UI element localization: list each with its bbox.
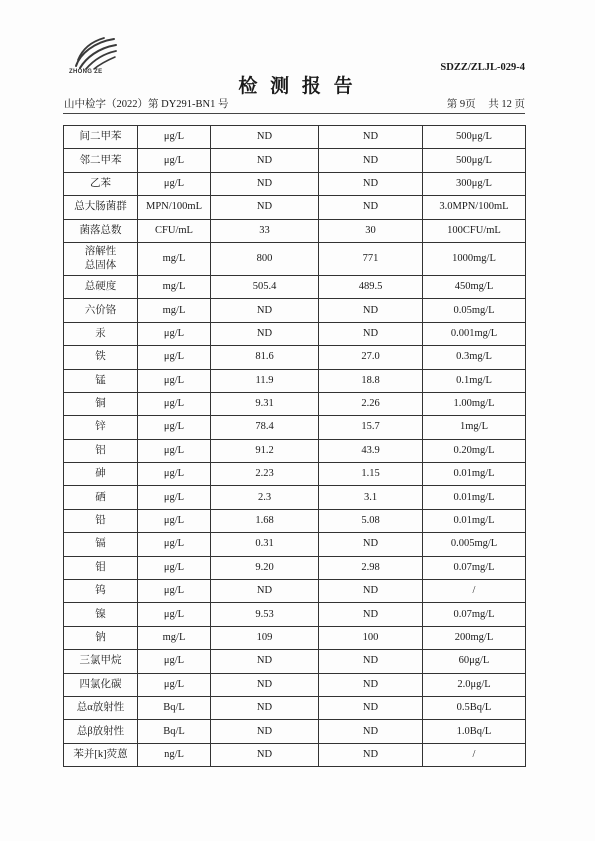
limit-cell: 0.01mg/L [423,509,526,532]
item-cell: 四氯化碳 [64,673,138,696]
result-1-cell: 9.31 [211,392,319,415]
result-2-cell: 27.0 [319,346,423,369]
limit-cell: 0.01mg/L [423,486,526,509]
result-1-cell: 505.4 [211,275,319,298]
result-1-cell: ND [211,299,319,322]
table-row [64,126,526,149]
unit-cell: mg/L [138,626,211,649]
result-2-cell: ND [319,673,423,696]
unit-cell: μg/L [138,556,211,579]
limit-cell: 200mg/L [423,626,526,649]
unit-cell: μg/L [138,673,211,696]
result-1-cell: 33 [211,219,319,242]
item-cell: 砷 [64,463,138,486]
item-cell: 总大肠菌群 [64,196,138,219]
total-pages: 共 12 页 [488,99,525,110]
item-cell: 钨 [64,580,138,603]
unit-cell: ng/L [138,743,211,766]
result-1-cell: 78.4 [211,416,319,439]
table-row [64,439,526,462]
result-1-cell: ND [211,149,319,172]
unit-cell: μg/L [138,126,211,149]
limit-cell: / [423,743,526,766]
header-divider [63,113,525,114]
item-cell: 六价铬 [64,299,138,322]
result-1-cell: 11.9 [211,369,319,392]
result-2-cell: 3.1 [319,486,423,509]
limit-cell: / [423,580,526,603]
logo-text: ZHONG ZE [69,69,103,75]
table-row [64,673,526,696]
table-row [64,533,526,556]
unit-cell: mg/L [138,299,211,322]
item-cell: 硒 [64,486,138,509]
item-cell: 菌落总数 [64,219,138,242]
limit-cell: 60μg/L [423,650,526,673]
table-row [64,322,526,345]
result-2-cell: 771 [319,242,423,275]
item-cell: 钼 [64,556,138,579]
table-row [64,580,526,603]
table-row [64,486,526,509]
table-row [64,743,526,766]
item-cell: 汞 [64,322,138,345]
result-1-cell: ND [211,580,319,603]
table-row [64,556,526,579]
result-2-cell: 489.5 [319,275,423,298]
table-row [64,626,526,649]
table-row [64,172,526,195]
table-row [64,219,526,242]
item-cell: 乙苯 [64,172,138,195]
result-2-cell: 30 [319,219,423,242]
result-2-cell: 15.7 [319,416,423,439]
result-2-cell: ND [319,196,423,219]
unit-cell: μg/L [138,463,211,486]
unit-cell: mg/L [138,242,211,275]
limit-cell: 100CFU/mL [423,219,526,242]
result-2-cell: 2.98 [319,556,423,579]
unit-cell: μg/L [138,650,211,673]
limit-cell: 0.005mg/L [423,533,526,556]
table-row [64,650,526,673]
item-cell: 铜 [64,392,138,415]
result-1-cell: ND [211,673,319,696]
result-1-cell: 9.20 [211,556,319,579]
table-row [64,509,526,532]
unit-cell: MPN/100mL [138,196,211,219]
item-cell: 溶解性 总固体 [64,242,138,275]
result-2-cell: ND [319,172,423,195]
result-2-cell: 100 [319,626,423,649]
result-1-cell: ND [211,322,319,345]
result-1-cell: ND [211,696,319,719]
limit-cell: 0.5Bq/L [423,696,526,719]
unit-cell: μg/L [138,509,211,532]
result-2-cell: ND [319,149,423,172]
item-cell: 三氯甲烷 [64,650,138,673]
limit-cell: 1.00mg/L [423,392,526,415]
item-cell: 锌 [64,416,138,439]
result-1-cell: 109 [211,626,319,649]
page-info [447,99,525,111]
item-cell: 镉 [64,533,138,556]
item-cell: 铝 [64,439,138,462]
page-number: 第 9页 [446,99,476,110]
result-2-cell: ND [319,743,423,766]
item-cell: 镍 [64,603,138,626]
result-1-cell: 800 [211,242,319,275]
limit-cell: 1000mg/L [423,242,526,275]
results-table-body [64,126,526,767]
item-cell: 总α放射性 [64,696,138,719]
unit-cell: μg/L [138,416,211,439]
report-number: 山中检字（2022）第 DY291-BN1 号 [64,99,229,110]
table-row [64,299,526,322]
limit-cell: 300μg/L [423,172,526,195]
unit-cell: μg/L [138,346,211,369]
result-2-cell: ND [319,322,423,345]
limit-cell: 0.07mg/L [423,603,526,626]
result-1-cell: ND [211,720,319,743]
result-2-cell: 2.26 [319,392,423,415]
document-code: SDZZ/ZLJL-029-4 [440,62,525,73]
result-1-cell: 91.2 [211,439,319,462]
item-cell: 苯并[k]荧蒽 [64,743,138,766]
result-1-cell: ND [211,172,319,195]
unit-cell: μg/L [138,439,211,462]
result-2-cell: ND [319,580,423,603]
unit-cell: μg/L [138,149,211,172]
result-1-cell: 2.3 [211,486,319,509]
table-row [64,696,526,719]
results-table [63,125,526,767]
item-cell: 总硬度 [64,275,138,298]
company-logo-icon [70,36,120,70]
limit-cell: 0.01mg/L [423,463,526,486]
limit-cell: 1.0Bq/L [423,720,526,743]
result-1-cell: ND [211,650,319,673]
unit-cell: μg/L [138,369,211,392]
result-2-cell: 1.15 [319,463,423,486]
result-2-cell: 43.9 [319,439,423,462]
table-row [64,275,526,298]
unit-cell: μg/L [138,580,211,603]
limit-cell: 0.20mg/L [423,439,526,462]
result-1-cell: 2.23 [211,463,319,486]
table-row [64,346,526,369]
page-title: 检 测 报 告 [238,76,357,97]
result-2-cell: ND [319,650,423,673]
result-2-cell: 18.8 [319,369,423,392]
result-2-cell: ND [319,299,423,322]
table-row [64,149,526,172]
table-row [64,416,526,439]
limit-cell: 0.3mg/L [423,346,526,369]
unit-cell: μg/L [138,533,211,556]
unit-cell: Bq/L [138,696,211,719]
unit-cell: μg/L [138,486,211,509]
result-1-cell: 81.6 [211,346,319,369]
table-row [64,196,526,219]
table-row [64,463,526,486]
unit-cell: μg/L [138,603,211,626]
limit-cell: 500μg/L [423,126,526,149]
result-2-cell: ND [319,720,423,743]
table-row [64,720,526,743]
item-cell: 间二甲苯 [64,126,138,149]
item-cell: 铁 [64,346,138,369]
unit-cell: μg/L [138,172,211,195]
result-2-cell: ND [319,126,423,149]
result-1-cell: 9.53 [211,603,319,626]
unit-cell: μg/L [138,392,211,415]
result-1-cell: 0.31 [211,533,319,556]
result-2-cell: ND [319,603,423,626]
table-row [64,603,526,626]
unit-cell: CFU/mL [138,219,211,242]
result-1-cell: 1.68 [211,509,319,532]
table-row [64,392,526,415]
limit-cell: 0.1mg/L [423,369,526,392]
limit-cell: 0.07mg/L [423,556,526,579]
limit-cell: 450mg/L [423,275,526,298]
result-1-cell: ND [211,196,319,219]
item-cell: 锰 [64,369,138,392]
item-cell: 铅 [64,509,138,532]
limit-cell: 3.0MPN/100mL [423,196,526,219]
unit-cell: mg/L [138,275,211,298]
limit-cell: 0.05mg/L [423,299,526,322]
item-cell: 总β放射性 [64,720,138,743]
limit-cell: 1mg/L [423,416,526,439]
result-2-cell: ND [319,696,423,719]
result-2-cell: 5.08 [319,509,423,532]
table-row [64,369,526,392]
limit-cell: 2.0μg/L [423,673,526,696]
unit-cell: μg/L [138,322,211,345]
result-1-cell: ND [211,743,319,766]
limit-cell: 0.001mg/L [423,322,526,345]
limit-cell: 500μg/L [423,149,526,172]
item-cell: 邻二甲苯 [64,149,138,172]
unit-cell: Bq/L [138,720,211,743]
result-2-cell: ND [319,533,423,556]
table-row [64,242,526,275]
item-cell: 钠 [64,626,138,649]
result-1-cell: ND [211,126,319,149]
